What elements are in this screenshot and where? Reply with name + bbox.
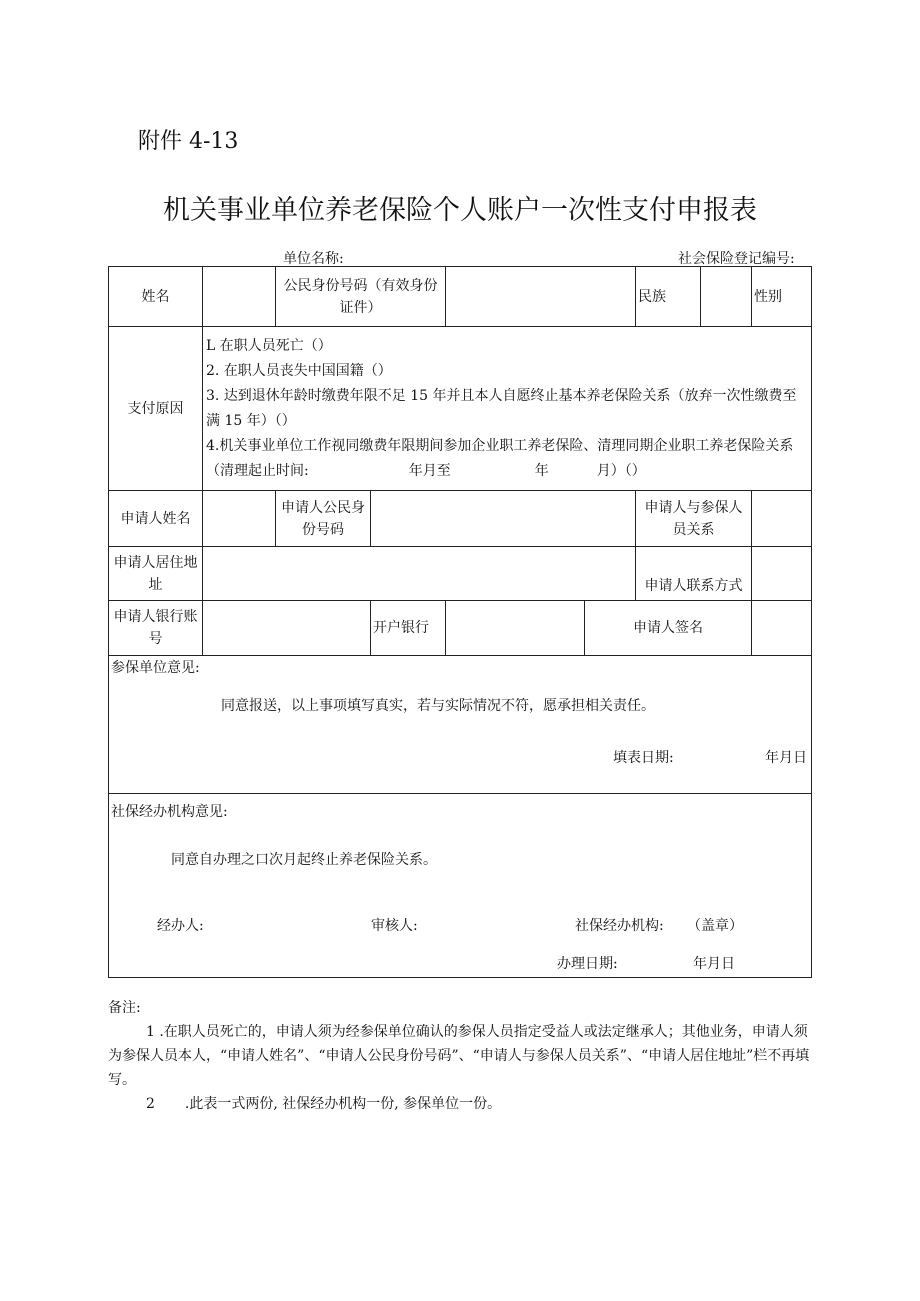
address-label-cell [109,547,203,601]
signature-label: 申请人签名 [633,620,703,636]
reason-options [203,327,812,491]
agency-opinion-statement: 同意自办理之口次月起终止养老保险关系。 [171,852,437,868]
reason-label: 支付原因 [127,400,184,417]
applicant-id-label: 申请人公民身份号码 [281,499,365,538]
applicant-name-label: 申请人姓名 [120,510,191,527]
reason-option-4-to: 月）（） [596,462,646,479]
agency-date-label: 办理日期: [557,956,618,972]
bank-label: 开户银行 [373,620,429,636]
bank-account-label-cell [109,601,203,656]
address-label: 申请人居住地址 [113,554,198,593]
reason-option-4[interactable] [206,434,809,484]
bank-label-cell [371,601,446,656]
signature-label-cell [585,601,752,656]
reason-option-3[interactable]: 3. 达到退休年龄时缴费年限不足 15 年并且本人自愿终止基本养老保险关系（放弃一次性缴费至满 15 年）（） [206,387,797,429]
signature-field[interactable] [752,601,812,656]
gender-label: 性别 [754,288,782,305]
bank-account-field[interactable] [203,601,371,656]
ethnicity-field[interactable] [701,267,752,327]
id-label: 公民身份号码（有效身份证件） [283,277,438,316]
attachment-label: 附件 4-13 [138,129,239,154]
unit-opinion-statement: 同意报送，以上事项填写真实，若与实际情况不符，愿承担相关责任。 [221,698,655,714]
reason-option-4-from: 年月至 [408,462,451,479]
note-2-text: .此表一式两份, 社保经办机构一份, 参保单位一份。 [184,1096,502,1112]
unit-date-label: 填表日期: [613,750,674,766]
note-2 [108,1092,818,1116]
application-form-table [108,266,812,978]
ethnicity-label-cell [636,267,701,327]
notes-section [108,996,818,1116]
name-label-cell [109,267,203,327]
note-1: 1 .在职人员死亡的，申请人须为经参保单位确认的参保人员指定受益人或法定继承人；其他业务，申请人须为参保人员本人，“申请人姓名”、“申请人公民身份号码”、“申请人与参保人员关系”、“申请人居住地址”栏不再填写。 [108,1024,810,1088]
form-title: 机关事业单位养老保险个人账户一次性支付申报表 [163,195,757,226]
note-2-number: 2 [146,1096,155,1112]
reason-option-1[interactable]: L 在职人员死亡（） [206,337,332,354]
reviewer-label: 审核人: [371,918,418,934]
applicant-id-label-cell [276,491,371,547]
reg-no-label: 社会保险登记编号: [678,251,795,267]
applicant-name-field[interactable] [203,491,276,547]
agency-opinion-cell[interactable] [109,794,812,978]
bank-field[interactable] [446,601,585,656]
reason-option-4-year: 年 [534,462,549,479]
reason-option-2[interactable]: 2. 在职人员丧失中国国籍（） [206,362,392,379]
handler-label: 经办人: [157,918,204,934]
address-field[interactable] [203,547,636,601]
relation-label: 申请人与参保人员关系 [644,499,743,538]
applicant-id-field[interactable] [371,491,636,547]
reason-option-4-text: 4.机关事业单位工作视同缴费年限期间参加企业职工养老保险、清理同期企业职工养老保险关系（清理起止时间: [206,437,794,479]
agency-date-suffix: 年月日 [693,956,735,972]
unit-opinion-cell[interactable] [109,656,812,794]
contact-label-cell [636,547,752,601]
unit-opinion-label: 参保单位意见: [111,660,200,676]
bank-account-label: 申请人银行账号 [113,609,198,647]
gender-label-cell [752,267,812,327]
id-field[interactable] [446,267,636,327]
agency-opinion-label: 社保经办机构意见: [111,804,228,820]
reason-label-cell [109,327,203,491]
unit-date-suffix: 年月日 [765,750,807,766]
seal-label: （盖章） [687,918,743,934]
unit-name-label: 单位名称: [283,251,344,267]
applicant-name-label-cell [109,491,203,547]
relation-label-cell [636,491,752,547]
contact-label: 申请人联系方式 [644,578,743,594]
contact-field[interactable] [752,547,812,601]
agency-label: 社保经办机构: [575,918,664,934]
name-label: 姓名 [141,288,170,305]
relation-field[interactable] [752,491,812,547]
ethnicity-label: 民族 [638,288,666,305]
id-label-cell [276,267,446,327]
name-field[interactable] [203,267,276,327]
notes-heading: 备注: [108,1000,141,1016]
